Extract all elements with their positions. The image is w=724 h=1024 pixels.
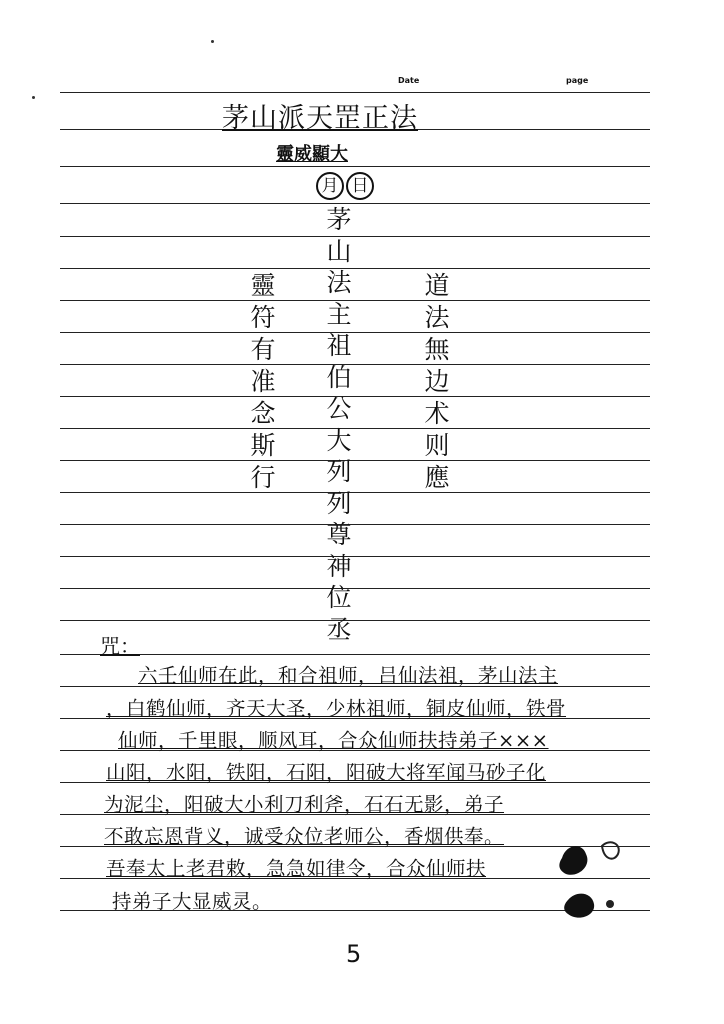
center-char: 公 bbox=[326, 394, 352, 423]
circled-char-sun: 日 bbox=[346, 172, 374, 200]
incantation-line: 为泥尘，阳破大小利刀利斧，石石无影，弟子 bbox=[104, 793, 505, 816]
left-char: 靈 bbox=[250, 271, 276, 300]
center-char: 列 bbox=[326, 457, 352, 486]
left-char: 念 bbox=[250, 399, 276, 428]
incantation-line: 仙师，千里眼，顺风耳，合众仙师扶持弟子××× bbox=[118, 729, 549, 752]
right-char: 边 bbox=[424, 367, 450, 396]
right-char: 無 bbox=[424, 335, 450, 364]
page-number: 5 bbox=[346, 940, 362, 968]
center-char: 神 bbox=[326, 551, 352, 581]
date-label: Date bbox=[398, 76, 420, 85]
page-title: 茅山派天罡正法 bbox=[222, 103, 418, 134]
center-column bbox=[322, 204, 356, 645]
center-char: 位 bbox=[326, 583, 352, 612]
ink-blot bbox=[552, 818, 632, 928]
incantation-line: 不敢忘恩背义，诚受众位老师公，香烟供奉。 bbox=[104, 825, 505, 848]
left-char: 准 bbox=[250, 367, 276, 396]
speck bbox=[32, 96, 35, 99]
page-label: page bbox=[566, 76, 589, 85]
incantation-line: 吾奉太上老君敕，急急如律令，合众仙师扶 bbox=[106, 857, 487, 880]
center-char: 茅 bbox=[326, 205, 352, 234]
ruled-line bbox=[60, 654, 650, 655]
center-char: 伯 bbox=[326, 362, 352, 392]
left-char: 有 bbox=[250, 335, 276, 364]
incantation-line: 山阳，水阳，铁阳，石阳，阳破大将军闻马砂子化 bbox=[106, 761, 547, 784]
ruled-line bbox=[60, 166, 650, 167]
page-subtitle: 靈威顯大 bbox=[276, 144, 348, 165]
right-char: 术 bbox=[424, 399, 450, 428]
center-char: 祖 bbox=[326, 331, 352, 360]
center-char: 大 bbox=[326, 425, 352, 455]
right-char: 應 bbox=[424, 463, 450, 492]
center-char: 山 bbox=[326, 236, 352, 266]
incantation-line: ，白鹤仙师，齐天大圣，少林祖师，铜皮仙师，铁骨 bbox=[106, 697, 567, 720]
center-char: 丞 bbox=[326, 614, 352, 644]
center-char: 尊 bbox=[326, 520, 352, 549]
center-char: 法 bbox=[326, 268, 352, 297]
right-column bbox=[420, 270, 454, 494]
incantation-line: 持弟子大显威灵。 bbox=[112, 890, 273, 913]
ruled-line bbox=[60, 92, 650, 93]
right-char: 法 bbox=[424, 303, 450, 332]
circled-char-moon: 月 bbox=[316, 172, 344, 200]
left-char: 符 bbox=[250, 303, 276, 332]
right-char: 则 bbox=[424, 431, 450, 460]
speck bbox=[211, 40, 214, 43]
left-char: 斯 bbox=[250, 431, 276, 460]
incantation-label: 咒： bbox=[100, 634, 140, 658]
left-char: 行 bbox=[250, 463, 276, 492]
incantation-line: 六壬仙师在此，和合祖师，吕仙法祖，茅山法主 bbox=[138, 664, 559, 687]
center-char: 列 bbox=[326, 488, 352, 518]
center-char: 主 bbox=[326, 299, 352, 329]
left-column bbox=[246, 270, 280, 494]
right-char: 道 bbox=[424, 271, 450, 300]
